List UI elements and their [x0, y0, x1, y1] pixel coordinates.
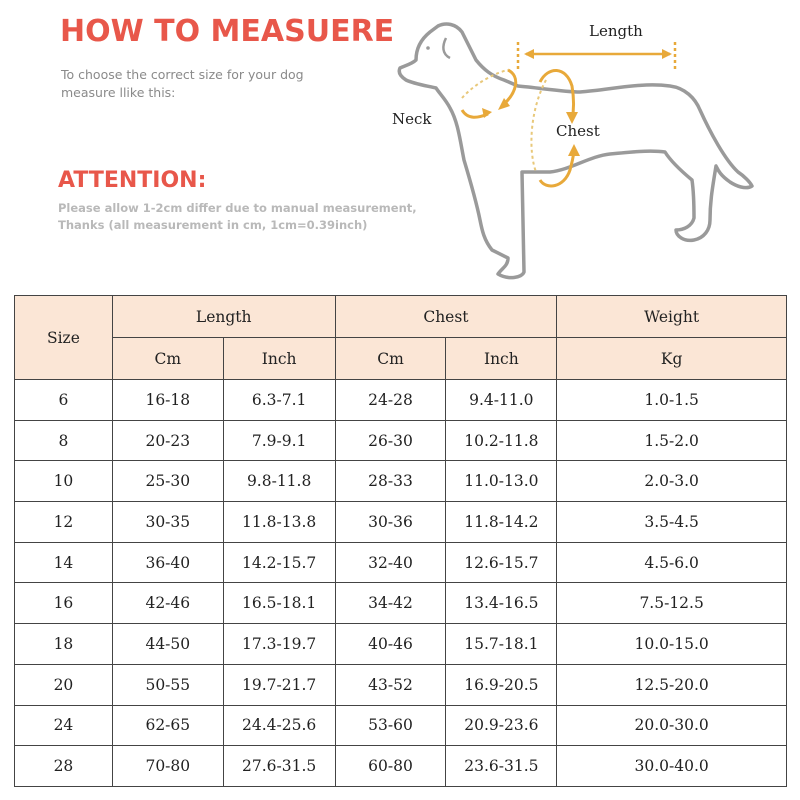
cell-length-cm: 16-18 [112, 380, 223, 421]
cell-chest-inch: 15.7-18.1 [446, 624, 557, 665]
cell-weight-kg: 1.0-1.5 [557, 380, 787, 421]
cell-chest-cm: 26-30 [335, 420, 446, 461]
cell-length-inch: 17.3-19.7 [223, 624, 335, 665]
dog-measurement-diagram [380, 10, 780, 295]
page-title: HOW TO MEASUERE [60, 14, 395, 49]
cell-chest-cm: 30-36 [335, 502, 446, 543]
attention-heading: ATTENTION: [58, 168, 207, 193]
cell-size: 14 [15, 542, 113, 583]
cell-weight-kg: 12.5-20.0 [557, 664, 787, 705]
cell-chest-cm: 32-40 [335, 542, 446, 583]
cell-size: 18 [15, 624, 113, 665]
header-length-cm: Cm [112, 338, 223, 380]
table-row [15, 420, 787, 461]
cell-chest-cm: 40-46 [335, 624, 446, 665]
table-row [15, 380, 787, 421]
cell-chest-cm: 28-33 [335, 461, 446, 502]
header-size: Size [15, 296, 113, 380]
cell-chest-inch: 16.9-20.5 [446, 664, 557, 705]
cell-chest-cm: 43-52 [335, 664, 446, 705]
cell-length-inch: 11.8-13.8 [223, 502, 335, 543]
cell-weight-kg: 30.0-40.0 [557, 746, 787, 787]
table-row [15, 542, 787, 583]
cell-length-cm: 42-46 [112, 583, 223, 624]
cell-length-cm: 44-50 [112, 624, 223, 665]
page-subtitle: To choose the correct size for your dog measure llike this: [61, 67, 304, 100]
cell-chest-cm: 34-42 [335, 583, 446, 624]
cell-chest-inch: 12.6-15.7 [446, 542, 557, 583]
cell-length-inch: 27.6-31.5 [223, 746, 335, 787]
cell-chest-cm: 53-60 [335, 705, 446, 746]
table-row [15, 583, 787, 624]
attention-note [58, 200, 418, 234]
cell-length-inch: 7.9-9.1 [223, 420, 335, 461]
cell-size: 28 [15, 746, 113, 787]
cell-chest-inch: 13.4-16.5 [446, 583, 557, 624]
cell-size: 24 [15, 705, 113, 746]
cell-chest-inch: 11.0-13.0 [446, 461, 557, 502]
cell-weight-kg: 7.5-12.5 [557, 583, 787, 624]
cell-size: 20 [15, 664, 113, 705]
cell-length-inch: 14.2-15.7 [223, 542, 335, 583]
cell-length-inch: 19.7-21.7 [223, 664, 335, 705]
table-row [15, 502, 787, 543]
cell-length-cm: 30-35 [112, 502, 223, 543]
attention-note-line-2: Thanks (all measurement in cm, 1cm=0.39inch) [58, 218, 368, 232]
dog-outline-icon [380, 10, 780, 295]
size-chart-table [14, 295, 787, 787]
cell-size: 12 [15, 502, 113, 543]
cell-weight-kg: 20.0-30.0 [557, 705, 787, 746]
cell-weight-kg: 3.5-4.5 [557, 502, 787, 543]
cell-weight-kg: 1.5-2.0 [557, 420, 787, 461]
cell-chest-inch: 11.8-14.2 [446, 502, 557, 543]
table-row [15, 746, 787, 787]
cell-length-inch: 24.4-25.6 [223, 705, 335, 746]
table-row [15, 624, 787, 665]
header-weight: Weight [557, 296, 787, 338]
chest-label: Chest [556, 122, 600, 140]
cell-size: 10 [15, 461, 113, 502]
cell-length-cm: 25-30 [112, 461, 223, 502]
cell-weight-kg: 10.0-15.0 [557, 624, 787, 665]
cell-length-inch: 6.3-7.1 [223, 380, 335, 421]
cell-chest-inch: 9.4-11.0 [446, 380, 557, 421]
size-chart-header [15, 296, 787, 380]
cell-length-cm: 62-65 [112, 705, 223, 746]
neck-label: Neck [392, 110, 432, 128]
cell-length-inch: 16.5-18.1 [223, 583, 335, 624]
size-chart-body [15, 380, 787, 787]
cell-length-cm: 36-40 [112, 542, 223, 583]
table-row [15, 664, 787, 705]
cell-weight-kg: 2.0-3.0 [557, 461, 787, 502]
cell-chest-inch: 20.9-23.6 [446, 705, 557, 746]
cell-size: 6 [15, 380, 113, 421]
cell-weight-kg: 4.5-6.0 [557, 542, 787, 583]
cell-length-cm: 50-55 [112, 664, 223, 705]
table-row [15, 705, 787, 746]
header-chest-cm: Cm [335, 338, 446, 380]
header-chest: Chest [335, 296, 557, 338]
cell-chest-cm: 24-28 [335, 380, 446, 421]
cell-chest-inch: 23.6-31.5 [446, 746, 557, 787]
header-weight-kg: Kg [557, 338, 787, 380]
header-length-inch: Inch [223, 338, 335, 380]
cell-size: 8 [15, 420, 113, 461]
cell-length-inch: 9.8-11.8 [223, 461, 335, 502]
cell-chest-inch: 10.2-11.8 [446, 420, 557, 461]
cell-length-cm: 70-80 [112, 746, 223, 787]
header-chest-inch: Inch [446, 338, 557, 380]
cell-length-cm: 20-23 [112, 420, 223, 461]
table-row [15, 461, 787, 502]
length-label: Length [589, 22, 643, 40]
header-length: Length [112, 296, 335, 338]
attention-note-line-1: Please allow 1-2cm differ due to manual measurement, [58, 201, 417, 215]
cell-size: 16 [15, 583, 113, 624]
cell-chest-cm: 60-80 [335, 746, 446, 787]
